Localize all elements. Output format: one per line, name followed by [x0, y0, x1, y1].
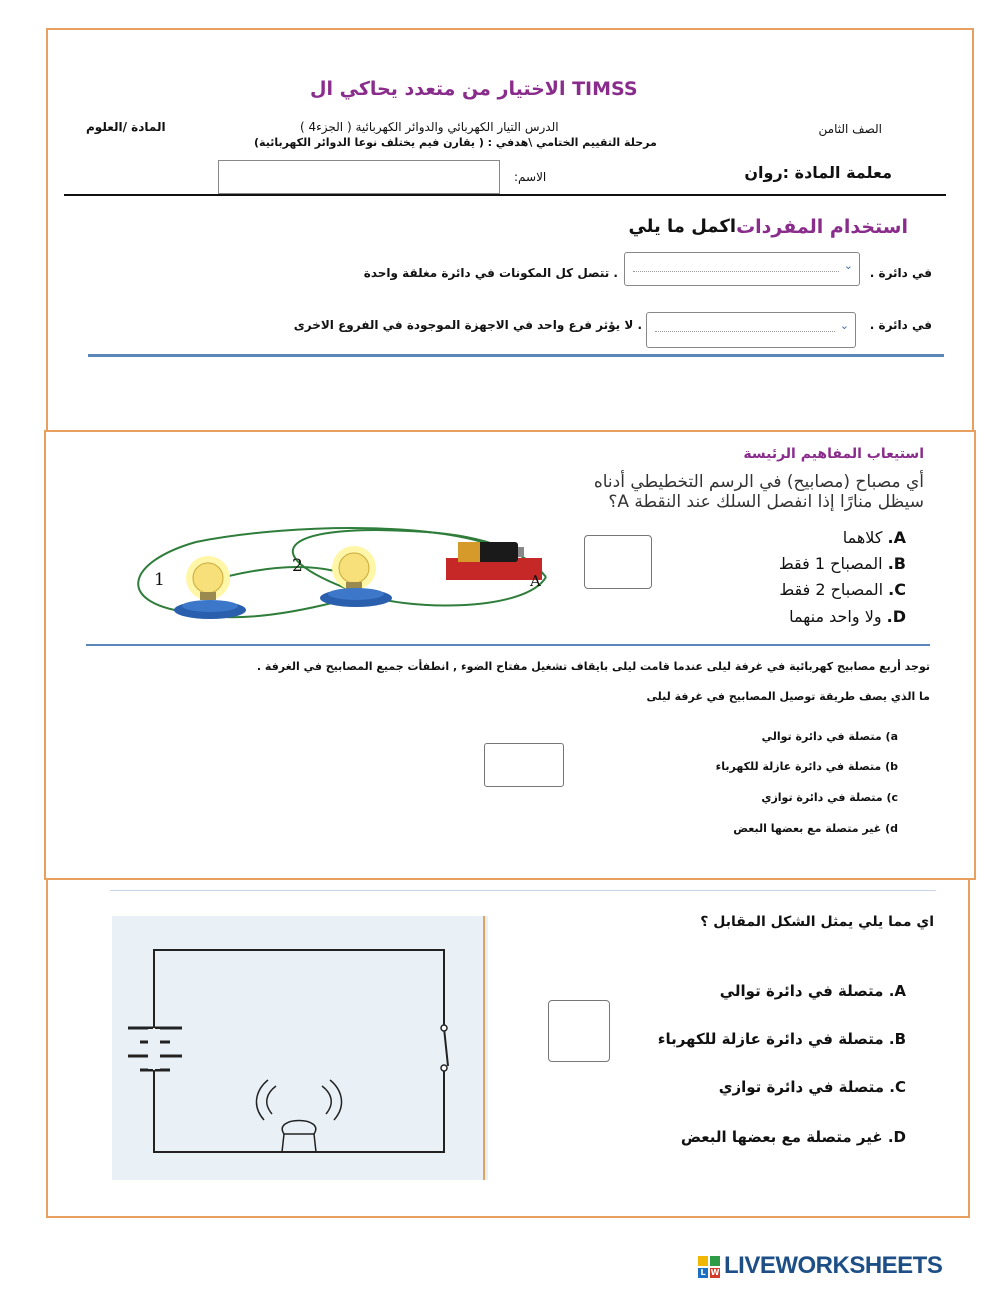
series-circuit-diagram	[112, 916, 488, 1180]
bulb-2-icon	[312, 542, 402, 612]
vocab-section	[46, 28, 974, 436]
figure-option-c[interactable]: C. متصلة في دائرة توازي	[718, 1078, 906, 1096]
concepts-option-d[interactable]: D. ولا واحد منهما	[789, 607, 906, 626]
concepts-option-c[interactable]: C. المصباح 2 فقط	[779, 580, 906, 599]
vocab-q1-dropdown[interactable]	[624, 252, 860, 286]
point-a-label: A	[530, 572, 541, 590]
name-label: الاسم:	[514, 170, 547, 184]
battery-icon	[444, 536, 544, 584]
liveworksheets-logo-icon: L W	[698, 1256, 720, 1278]
figure-answer-box[interactable]	[548, 1000, 610, 1062]
layla-option-b[interactable]: b) متصلة في دائرة عازلة للكهرباء	[715, 760, 898, 773]
grade-label: الصف الثامن	[818, 122, 882, 136]
vocab-q1-text: . تتصل كل المكونات في دائرة مغلقة واحدة	[363, 266, 618, 280]
subject-label: المادة /العلوم	[86, 120, 166, 134]
name-input[interactable]	[218, 160, 500, 194]
lesson-label: الدرس التيار الكهربائي والدوائر الكهربائية ( الجزء4 )	[300, 120, 559, 134]
layla-option-a[interactable]: a) متصلة في دائرة توالي	[761, 730, 898, 743]
bulb-1-label: 1	[154, 570, 165, 590]
vocab-q2-prefix: في دائرة .	[869, 318, 932, 332]
layla-answer-box[interactable]	[484, 743, 564, 787]
section-divider	[88, 354, 944, 357]
chevron-down-icon: ⌄	[839, 319, 849, 332]
chevron-down-icon: ⌄	[843, 259, 853, 272]
concepts-option-b[interactable]: B. المصباح 1 فقط	[778, 554, 906, 573]
header-divider	[64, 194, 946, 196]
teacher-name: معلمة المادة :روان	[744, 163, 892, 182]
concepts-section	[44, 430, 976, 880]
layla-question: ما الذي يصف طريقة توصيل المصابيح في غرفة ليلى	[646, 690, 930, 703]
page-title: الاختيار من متعدد يحاكي ال TIMSS	[310, 78, 638, 100]
concepts-heading: استيعاب المفاهيم الرئيسة	[743, 446, 924, 462]
figure-option-b[interactable]: B. متصلة في دائرة عازلة للكهرباء	[657, 1030, 906, 1048]
layla-option-d[interactable]: d) غير متصلة مع بعضها البعض	[733, 822, 898, 835]
vocab-instruction: اكمل ما يلي	[628, 216, 736, 237]
concepts-question-line2: سيظل منارًا إذا انفصل السلك عند النقطة A؟	[608, 492, 924, 512]
vocab-q2-text: . لا يؤثر فرع واحد في الاجهزة الموجودة في الفروع الاخرى	[293, 318, 642, 332]
stage-label: مرحلة التقييم الختامي \هدفي : ( يقارن فيم يختلف نوعا الدوائر الكهربائية)	[254, 136, 657, 149]
figure-option-a[interactable]: A. متصلة في دائرة توالي	[719, 982, 906, 1000]
vocab-q1-prefix: في دائرة .	[869, 266, 932, 280]
bulb-2-label: 2	[292, 556, 303, 576]
vocab-q2-dropdown[interactable]	[646, 312, 856, 348]
bulb-1-icon	[166, 552, 256, 622]
vocab-heading: استخدام المفردات	[736, 216, 908, 238]
section-divider	[86, 644, 930, 646]
figure-option-d[interactable]: D. غير متصلة مع بعضها البعض	[680, 1128, 906, 1146]
section-divider	[110, 890, 936, 891]
concepts-option-a[interactable]: A. كلاهما	[842, 528, 906, 547]
liveworksheets-brand[interactable]: LIVEWORKSHEETS	[724, 1252, 943, 1279]
concepts-answer-box[interactable]	[584, 535, 652, 589]
figure-question-section	[46, 878, 970, 1218]
layla-option-c[interactable]: c) متصلة في دائرة توازي	[761, 791, 898, 804]
figure-question-text: اي مما يلي يمثل الشكل المقابل ؟	[700, 914, 934, 930]
layla-statement: توجد أربع مصابيح كهربائية في غرفة ليلى عندما قامت ليلى بايقاف تشغيل مفتاح الضوء , انطفأت جميع المصابيح في الغرفة .	[256, 660, 930, 673]
concepts-question-line1: أي مصباح (مصابيح) في الرسم التخطيطي أدناه	[593, 472, 924, 492]
